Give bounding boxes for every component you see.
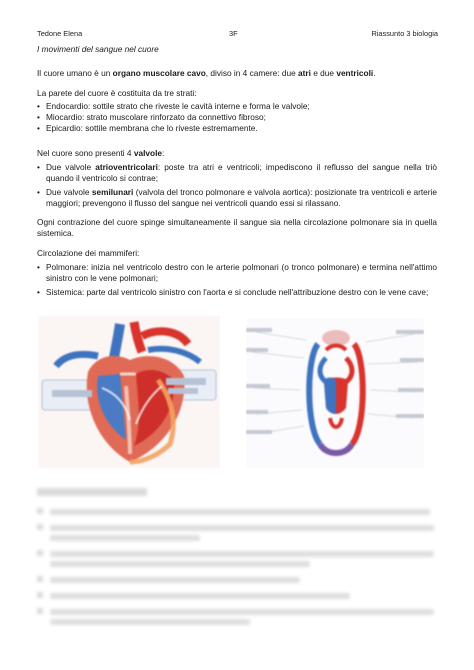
bullet: • xyxy=(37,287,40,297)
wall-intro: La parete del cuore è costituita da tre strati: xyxy=(37,88,197,98)
intro-text-2: , diviso in 4 camere: due xyxy=(205,68,299,78)
bullet: • xyxy=(37,112,40,122)
circulation-diagram-figure xyxy=(246,318,424,468)
bullet: • xyxy=(37,101,40,111)
list-item: • Miocardio: strato muscolare rinforzato da connettivo fibroso; xyxy=(37,112,266,122)
intro-bold-1: organo muscolare cavo xyxy=(112,68,206,78)
header-subject: Riassunto 3 biologia xyxy=(371,29,438,38)
bullet: • xyxy=(37,123,40,133)
valves-intro: Nel cuore sono presenti 4 valvole: xyxy=(37,148,165,158)
intro-paragraph xyxy=(37,68,437,79)
list-item: • Epicardio: sottile membrana che lo riveste estremamente. xyxy=(37,123,258,133)
document-body xyxy=(37,44,437,306)
bullet: • xyxy=(37,162,40,172)
layers-list xyxy=(37,101,437,134)
contraction-paragraph: Ogni contrazione del cuore spinge simultaneamente il sangue sia nella circolazione polmonare sia in quella sistemica. xyxy=(37,217,437,238)
heart-anatomy-figure xyxy=(38,316,220,468)
header-author: Tedone Elena xyxy=(37,29,83,38)
list-item: • Sistemica: parte dal ventricolo sinistro con l'aorta e si conclude nell'attribuzione destro con le vene cave; xyxy=(37,287,429,297)
intro-text-1: Il cuore umano è un xyxy=(37,68,113,78)
list-item: • Due valvole semilunari (valvola del tronco polmonare e valvola aortica): posizionate tra ventricoli e arterie maggiori; prevengono il flusso del sangue nei ventricoli quando essi si rilassano. xyxy=(37,187,437,208)
bullet: • xyxy=(37,187,40,197)
circulation-list xyxy=(37,262,437,298)
list-item: • Due valvole atrioventricolari: poste tra atri e ventricoli; impediscono il reflusso del sangue nella triò quando il ventricolo si contrae; xyxy=(37,162,437,183)
intro-text-3: e due xyxy=(310,68,337,78)
intro-text-4: . xyxy=(373,68,376,78)
header-class: 3F xyxy=(229,29,238,38)
valves-list xyxy=(37,162,437,209)
list-item: • Endocardio: sottile strato che riveste le cavità interne e forma le valvole; xyxy=(37,101,310,111)
bullet: • xyxy=(37,262,40,272)
list-item: • Polmonare: inizia nel ventricolo destro con le arterie polmonari (o tronco polmonare) e termina nell'attimo sinistro con le vene polmonari; xyxy=(37,262,437,283)
intro-bold-3: ventricoli xyxy=(336,68,374,78)
circulation-title: Circolazione dei mammiferi: xyxy=(37,248,140,258)
intro-bold-2: atri xyxy=(298,68,311,78)
blurred-preview-section xyxy=(37,488,437,634)
section-title: I movimenti del sangue nel cuore xyxy=(37,44,159,54)
